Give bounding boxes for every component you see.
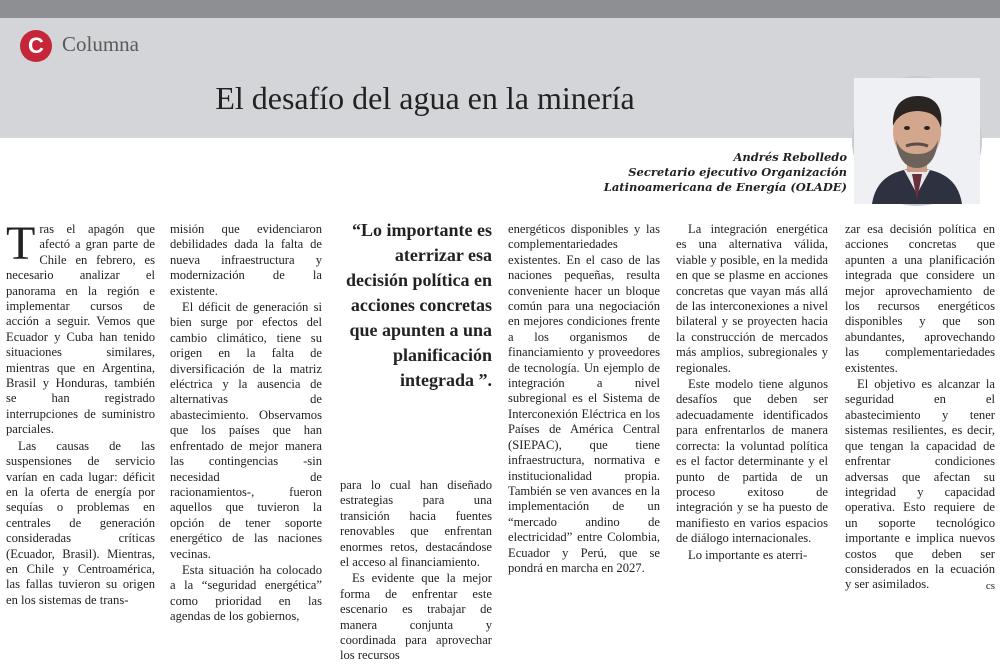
article-column-4 (508, 222, 660, 574)
header-band (0, 18, 1000, 138)
article-column-1 (6, 217, 155, 607)
pull-quote: “Lo importante es aterrizar esa decisión política en acciones concretas que apunten a una planificación integrada ”. (345, 220, 492, 390)
paragraph: para lo cual han diseñado estrategias para una transición hacia fuentes renovables que enfrentan enormes retos, destacándose el acceso al financiamiento. (340, 478, 492, 570)
paragraph: La integración energética es una alternativa válida, viable y posible, en la medida en que se plasme en acciones concretas que vayan más allá de las interconexiones a nivel bilateral y se proyecten hacia la construcción de mercados más amplios, subregionales y regionales. (676, 222, 828, 375)
paragraph: Es evidente que la mejor forma de enfrentar este escenario es trabajar de manera conjunta y coordinada para aprovechar los recursos (340, 571, 492, 663)
author-name: Andrés Rebolledo (733, 150, 847, 164)
author-role: Secretario ejecutivo Organización Latinoamericana de Energía (OLADE) (603, 165, 847, 194)
paragraph (6, 217, 155, 438)
paragraph: zar esa decisión política en acciones concretas que apunten a una planificación integrada que considere un mejor aprovechamiento de los recursos energéticos disponibles y que son abundantes, aprovechando las complementariedades existentes. (845, 222, 995, 375)
author-photo (852, 76, 982, 206)
paragraph (845, 377, 995, 593)
headline: El desafío del agua en la minería (215, 80, 635, 116)
drop-cap: T (6, 217, 36, 270)
article-column-2 (170, 222, 322, 624)
article-column-6 (845, 222, 995, 593)
paragraph: misión que evidenciaron debilidades dada la falta de nueva infraestructura y modernización de la existente. (170, 222, 322, 298)
article-column-5 (676, 222, 828, 574)
paragraph: Las causas de las suspensiones de servicio varían en cada lugar: déficit en la oferta de energía por sequías o problemas en centrales de generación consideradas críticas (Ecuador, Brasil). Mientras, en Chile y Centroamérica, las fallas tuvieron su origen en los sistemas de trans- (6, 438, 155, 607)
paragraph: Este modelo tiene algunos desafíos que deben ser adecuadamente identificados para enfrentarlos de manera correcta: la voluntad política es el factor determinante y el punto de partida de un proceso exitoso de integración y se ha puesto de manifiesto en varios espacios de diálogo internacionales. (676, 377, 828, 546)
paragraph: Esta situación ha colocado a la “seguridad energética” como prioridad en las agendas de los gobiernos, (170, 562, 322, 624)
top-bar (0, 0, 1000, 18)
author-byline (587, 150, 847, 195)
columna-logo: C (20, 30, 52, 62)
end-mark-icon: cs (985, 580, 995, 593)
article-column-3 (340, 478, 492, 663)
paragraph: energéticos disponibles y las complementariedades existentes. En el caso de las naciones pequeñas, resulta conveniente hacer un bloque común para una negociación en mejores condiciones frente a los organismos de financiamiento y proveedores de tecnología. Un ejemplo de integración a nivel subregional es el Sistema de Interconexión Eléctrica en los Países de América Central (SIEPAC), que tiene infraestructura, normativa e institucionalidad propia. También se ven avances en la implementación de un “mercado andino de electricidad” entre Colombia, Ecuador y Perú, que se pondrá en marcha en 2027. (508, 222, 660, 575)
paragraph-text: ras el apagón que afectó a gran parte de Chile en febrero, es necesario analizar el panorama en la región e implementar cursos de acción a seguir. Vemos que Ecuador y Cuba han tenido situaciones similares, mientras que en Argentina, Brasil y Honduras, también se han registrado interrupciones de suministro parciales. (6, 222, 155, 437)
author-portrait-icon (854, 78, 980, 204)
paragraph-text: El objetivo es alcanzar la seguridad en el abastecimiento y tener sistemas resilientes, es decir, que tengan la capacidad de enfrentar condiciones adversas que afectan su integridad y capacidad operativa. Esto requiere de un soporte tecnológico importante e implica nuevos costos que deben ser considerados en la ecuación y ser asimilados. (845, 377, 995, 592)
paragraph: Lo importante es aterri- (688, 547, 808, 562)
paragraph: El déficit de generación si bien surge por efectos del cambio climático, tiene su origen en la falta de diversificación de la matriz eléctrica y la ausencia de alternativas de abastecimiento. Observamos que los países que han enfrentado de mejor manera las contingencias -sin necesidad de racionamientos-, fueron aquellos que tuvieron la opción de tener soporte energético de las naciones vecinas. (170, 300, 322, 561)
section-label: Columna (62, 32, 139, 56)
